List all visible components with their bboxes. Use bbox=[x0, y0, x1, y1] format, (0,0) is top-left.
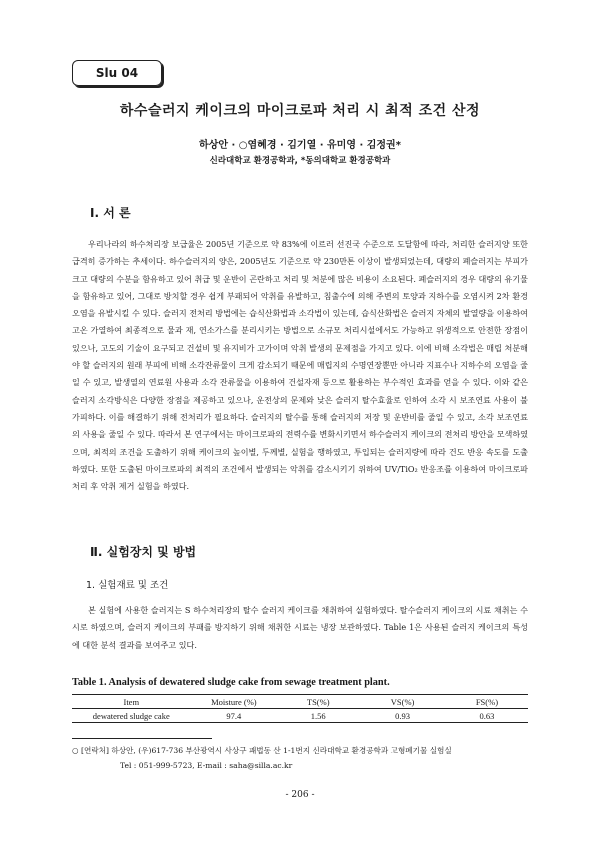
session-code-badge: Slu 04 bbox=[72, 60, 162, 86]
table-caption: Table 1. Analysis of dewatered sludge cake from sewage treatment plant. bbox=[72, 677, 390, 688]
cell-moisture: 97.4 bbox=[226, 710, 242, 721]
cell-vs: 0.93 bbox=[395, 710, 410, 721]
header-fs: FS(%) bbox=[475, 696, 499, 707]
table-header-row bbox=[72, 695, 528, 709]
header-moisture: Moisture (%) bbox=[211, 696, 257, 707]
table-row bbox=[72, 709, 528, 723]
header-item: Item bbox=[123, 696, 140, 707]
affiliation: 신라대학교 환경공학과, *동의대학교 환경공학과 bbox=[209, 156, 391, 166]
footnote-tel-email: Tel : 051-999-5723, E-mail : saha@silla.ac.kr bbox=[120, 761, 293, 770]
page-number: - 206 - bbox=[285, 790, 315, 800]
sludge-analysis-table bbox=[72, 694, 528, 723]
paper-title: 하수슬러지 케이크의 마이크로파 처리 시 최적 조건 산정 bbox=[119, 103, 481, 119]
footnote-divider bbox=[72, 738, 212, 739]
section-2-paragraph: 본 실험에 사용한 슬러지는 S 하수처리장의 탈수 슬러지 케이크를 채취하여 실험하였다. 탈수슬러지 케이크의 시료 채취는 수시로 하였으며, 슬러지 케이크의 부패를 방지하기 위해 채취한 시료는 냉장 보관하였다. Table 1은 사용된 슬러지 케이크의 특성에 대한 분석 결과를 보여주고 있다. bbox=[72, 605, 528, 650]
subsection-heading: 1. 실험재료 및 조건 bbox=[86, 580, 169, 591]
footnote bbox=[72, 743, 532, 773]
section-1-heading: Ⅰ. 서 론 bbox=[90, 206, 131, 220]
author-list: 하상안 · ○염혜경 · 김기열 · 유미영 · 김정권* bbox=[199, 140, 401, 151]
section-2-heading: Ⅱ. 실험장치 및 방법 bbox=[90, 545, 197, 559]
footnote-contact: ○ [연락처] 하상안, (우)617-736 부산광역시 사상구 괘법동 산 1-1번지 신라대학교 환경공학과 고형폐기물 실험실 bbox=[72, 746, 452, 755]
cell-ts: 1.56 bbox=[310, 710, 326, 721]
cell-item: dewatered sludge cake bbox=[92, 710, 170, 721]
header-vs: VS(%) bbox=[390, 696, 415, 707]
cell-fs: 0.63 bbox=[479, 710, 495, 721]
header-ts: TS(%) bbox=[306, 696, 330, 707]
section-1-paragraph: 우리나라의 하수처리장 보급율은 2005년 기준으로 약 83%에 이르러 선진국 수준으로 도달함에 따라, 처리한 슬러지양 또한 급격히 증가하는 추세이다. 하수슬러지의 양은, 2005년도 기준으로 약 230만톤 이상이 발생되었는데, 대량의 폐슬러지는 부피가 크고 대량의 수분을 함유하고 있어 취급 및 운반이 곤란하고 처리 및 처분에 많은 비용이 소요된다. 폐슬러지의 경우 대량의 유기물을 함유하고 있어, 그대로 방치할 경우 쉽게 부패되어 악취를 유발하고, 침출수에 의해 주변의 토양과 지하수를 오염시켜 2차 환경오염을 유발시킬 수 있다. 슬러지 전처리 방법에는 습식산화법과 소각법이 있는데, 습식산화법은 슬러지 자체의 발열량을 이용하여 고온 가열하여 최종적으로 물과 재, 연소가스를 분리시키는 방법으로 소규모 처리시설에서도 가능하고 위생적으로 안전한 장점이 있으나, 고도의 기술이 요구되고 건설비 및 유지비가 고가이며 악취 발생의 문제점을 가지고 있다. 이에 비해 소각법은 매립 처분해야 할 슬러지의 원래 부피에 비해 소각잔류물이 크게 감소되기 때문에 매립지의 수명연장뿐만 아니라 지표수나 지하수의 오염을 줄 일 수 있고, 발생열의 연료원 사용과 소각 잔류물을 이용하여 건설자재 등으로 활용하는 부수적인 효과를 얻을 수 있다. 이와 같은 슬러지 소각방식은 다양한 장점을 제공하고 있으나, 운전상의 문제와 낮은 슬러지 탈수효율로 인하여 소각 시 보조연료 사용이 불가피하다. 이를 해결하기 위해 전처리가 필요하다. 슬러지의 탈수를 통해 슬러지의 저장 및 운반비를 줄일 수 있고, 소각 보조연료의 사용을 줄일 수 있다. 따라서 본 연구에서는 마이크로파의 전력수를 변화시키면서 하수슬러지 케이크의 전처리 방안을 모색하였으며, 최적의 조건을 도출하기 위해 케이크의 높이별, 두께별, 실험을 행하였고, 투입되는 슬러지량에 따라 건도 반응 속도를 도출하였다. 또한 도출된 마이크로파의 최적의 조건에서 발생되는 악취를 감소시키기 위하여 UV/TiO₂ 반응조를 이용하여 마이크로파 처리 후 악취 제거 실험을 하였다. bbox=[72, 239, 528, 492]
